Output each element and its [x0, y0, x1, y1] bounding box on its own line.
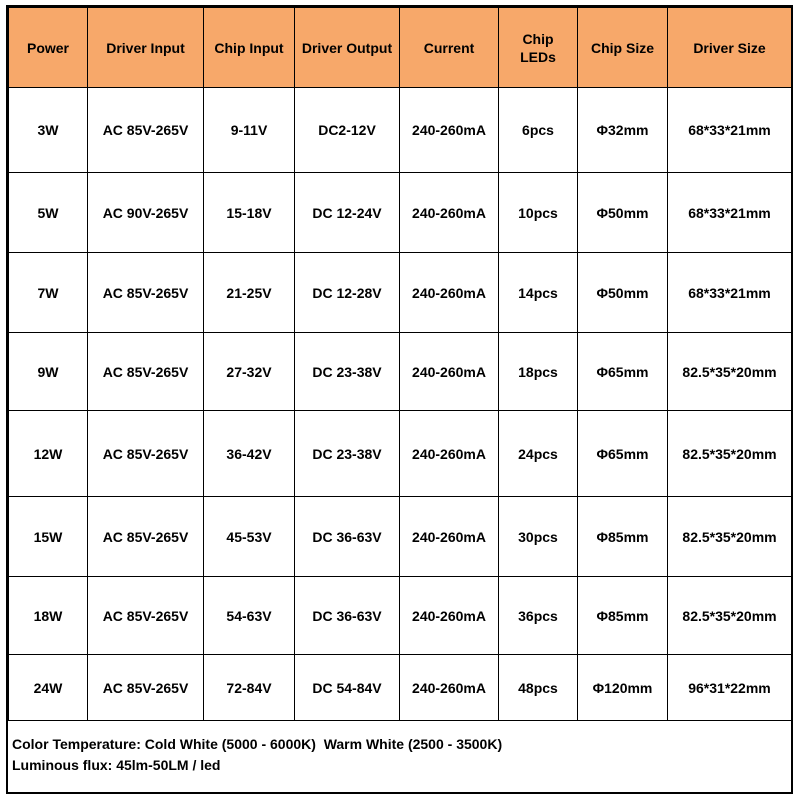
cell-current: 240-260mA	[400, 253, 499, 333]
cell-driver-size: 82.5*35*20mm	[668, 497, 792, 577]
cell-chip-leds: 30pcs	[499, 497, 578, 577]
cell-driver-input: AC 85V-265V	[88, 497, 204, 577]
cell-current: 240-260mA	[400, 88, 499, 173]
cell-driver-size: 68*33*21mm	[668, 88, 792, 173]
cell-driver-output: DC 36-63V	[295, 577, 400, 655]
luminous-flux-note: Luminous flux: 45lm-50LM / led	[12, 757, 221, 773]
cell-chip-size: Φ120mm	[578, 655, 668, 721]
cell-chip-leds: 24pcs	[499, 411, 578, 497]
cell-chip-leds: 18pcs	[499, 333, 578, 411]
cell-driver-output: DC 54-84V	[295, 655, 400, 721]
table-row	[9, 577, 792, 655]
cell-power: 18W	[9, 577, 88, 655]
cell-current: 240-260mA	[400, 497, 499, 577]
cell-chip-leds: 14pcs	[499, 253, 578, 333]
header-driver-output: Driver Output	[295, 8, 400, 88]
table-row	[9, 333, 792, 411]
cell-driver-size: 82.5*35*20mm	[668, 333, 792, 411]
header-row	[9, 8, 792, 88]
cell-power: 24W	[9, 655, 88, 721]
cell-current: 240-260mA	[400, 411, 499, 497]
cell-chip-input: 54-63V	[204, 577, 295, 655]
cell-driver-input: AC 85V-265V	[88, 253, 204, 333]
header-driver-size: Driver Size	[668, 8, 792, 88]
table-row	[9, 173, 792, 253]
cell-chip-size: Φ50mm	[578, 253, 668, 333]
cell-chip-size: Φ65mm	[578, 411, 668, 497]
header-chip-size: Chip Size	[578, 8, 668, 88]
cell-chip-input: 15-18V	[204, 173, 295, 253]
cell-chip-input: 36-42V	[204, 411, 295, 497]
cell-chip-leds: 36pcs	[499, 577, 578, 655]
cell-power: 7W	[9, 253, 88, 333]
cell-driver-input: AC 85V-265V	[88, 88, 204, 173]
cell-driver-output: DC 23-38V	[295, 333, 400, 411]
cell-chip-size: Φ85mm	[578, 577, 668, 655]
table-row	[9, 497, 792, 577]
cell-chip-size: Φ50mm	[578, 173, 668, 253]
cell-driver-size: 82.5*35*20mm	[668, 411, 792, 497]
cell-chip-input: 9-11V	[204, 88, 295, 173]
cell-power: 9W	[9, 333, 88, 411]
cell-power: 5W	[9, 173, 88, 253]
cell-current: 240-260mA	[400, 173, 499, 253]
cell-driver-input: AC 85V-265V	[88, 333, 204, 411]
cell-chip-input: 27-32V	[204, 333, 295, 411]
cell-power: 12W	[9, 411, 88, 497]
cell-driver-input: AC 85V-265V	[88, 577, 204, 655]
cell-current: 240-260mA	[400, 333, 499, 411]
cell-driver-size: 82.5*35*20mm	[668, 577, 792, 655]
cell-driver-output: DC 12-28V	[295, 253, 400, 333]
cell-chip-size: Φ85mm	[578, 497, 668, 577]
header-chip-leds: Chip LEDs	[499, 8, 578, 88]
cell-chip-leds: 6pcs	[499, 88, 578, 173]
spec-sheet	[6, 5, 793, 794]
header-current: Current	[400, 8, 499, 88]
cell-chip-leds: 48pcs	[499, 655, 578, 721]
cell-driver-output: DC 36-63V	[295, 497, 400, 577]
cell-chip-size: Φ32mm	[578, 88, 668, 173]
cell-driver-size: 68*33*21mm	[668, 173, 792, 253]
cell-chip-input: 21-25V	[204, 253, 295, 333]
cell-driver-output: DC 12-24V	[295, 173, 400, 253]
cell-chip-leds: 10pcs	[499, 173, 578, 253]
table-row	[9, 88, 792, 173]
cell-driver-size: 68*33*21mm	[668, 253, 792, 333]
cell-chip-input: 45-53V	[204, 497, 295, 577]
cell-driver-output: DC 23-38V	[295, 411, 400, 497]
cell-chip-size: Φ65mm	[578, 333, 668, 411]
cell-power: 3W	[9, 88, 88, 173]
cell-driver-size: 96*31*22mm	[668, 655, 792, 721]
cell-driver-output: DC2-12V	[295, 88, 400, 173]
color-temperature-note: Color Temperature: Cold White (5000 - 6000K) Warm White (2500 - 3500K)	[12, 736, 503, 752]
cell-driver-input: AC 85V-265V	[88, 655, 204, 721]
table-row	[9, 411, 792, 497]
header-power: Power	[9, 8, 88, 88]
cell-power: 15W	[9, 497, 88, 577]
table-row	[9, 253, 792, 333]
header-driver-input: Driver Input	[88, 8, 204, 88]
cell-chip-input: 72-84V	[204, 655, 295, 721]
cell-current: 240-260mA	[400, 655, 499, 721]
header-chip-input: Chip Input	[204, 8, 295, 88]
cell-current: 240-260mA	[400, 577, 499, 655]
spec-table	[8, 7, 792, 721]
cell-driver-input: AC 85V-265V	[88, 411, 204, 497]
table-row	[9, 655, 792, 721]
notes	[12, 734, 502, 776]
cell-driver-input: AC 90V-265V	[88, 173, 204, 253]
